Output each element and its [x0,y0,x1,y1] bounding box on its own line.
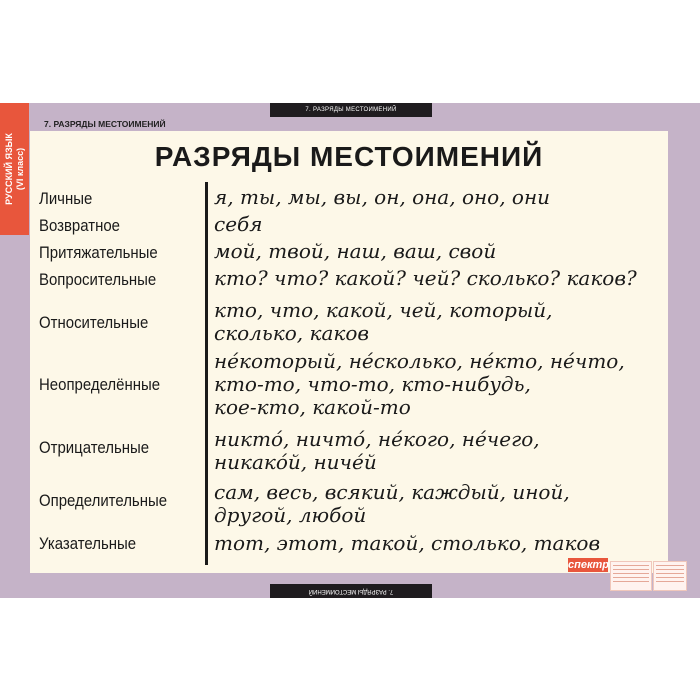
example-line: сколько, каков [214,321,369,345]
example-line: кто-то, что-то, кто-нибудь, [214,372,531,396]
category-label: Определительные [39,491,168,510]
examples [214,428,540,474]
category-label: Отрицательные [39,438,150,457]
example-line: мой, твой, наш, ваш, свой [214,239,497,263]
example-line: кто? что? какой? чей? сколько? каков? [214,266,637,290]
example-line: кое-кто, какой-то [214,395,411,419]
side-tab-line2: (VI класс) [14,147,25,191]
examples [214,240,496,263]
examples [214,186,550,209]
examples [214,299,552,345]
subject-side-tab [0,103,29,235]
example-line: другой, любой [214,503,367,527]
subject-side-tab-text [4,133,26,205]
content-panel [30,131,668,573]
imprint-block [653,561,687,591]
example-line: никто́, ничто́, не́кого, не́чего, [214,427,540,451]
example-line: не́который, не́сколько, не́кто, не́что, [214,349,625,373]
examples [214,350,625,419]
example-line: никако́й, ниче́й [214,450,377,474]
category-label: Вопросительные [39,270,157,289]
bottom-label: 7. РАЗРЯДЫ МЕСТОИМЕНИЙ [270,584,432,598]
example-line: я, ты, мы, вы, он, она, оно, они [214,185,551,209]
category-label: Неопределённые [39,375,161,394]
page-title: РАЗРЯДЫ МЕСТОИМЕНИЙ [154,141,544,172]
examples [214,532,600,555]
category-label: Личные [39,189,93,208]
side-tab-line1: РУССКИЙ ЯЗЫК [3,133,14,205]
examples [214,267,637,290]
top-label: 7. РАЗРЯДЫ МЕСТОИМЕНИЙ [270,103,432,117]
category-label: Относительные [39,313,149,332]
column-divider [205,182,208,565]
examples [214,481,570,527]
imprint-block [610,561,652,591]
category-label: Возвратное [39,216,121,235]
category-label: Указательные [39,534,137,553]
example-line: кто, что, какой, чей, который, [214,298,553,322]
example-line: себя [214,212,263,236]
category-label: Притяжательные [39,243,158,262]
subtitle: 7. РАЗРЯДЫ МЕСТОИМЕНИЙ [44,119,166,129]
publisher-logo: спектр [568,559,610,571]
example-line: сам, весь, всякий, каждый, иной, [214,480,570,504]
examples [214,213,263,236]
example-line: тот, этот, такой, столько, таков [214,531,601,555]
